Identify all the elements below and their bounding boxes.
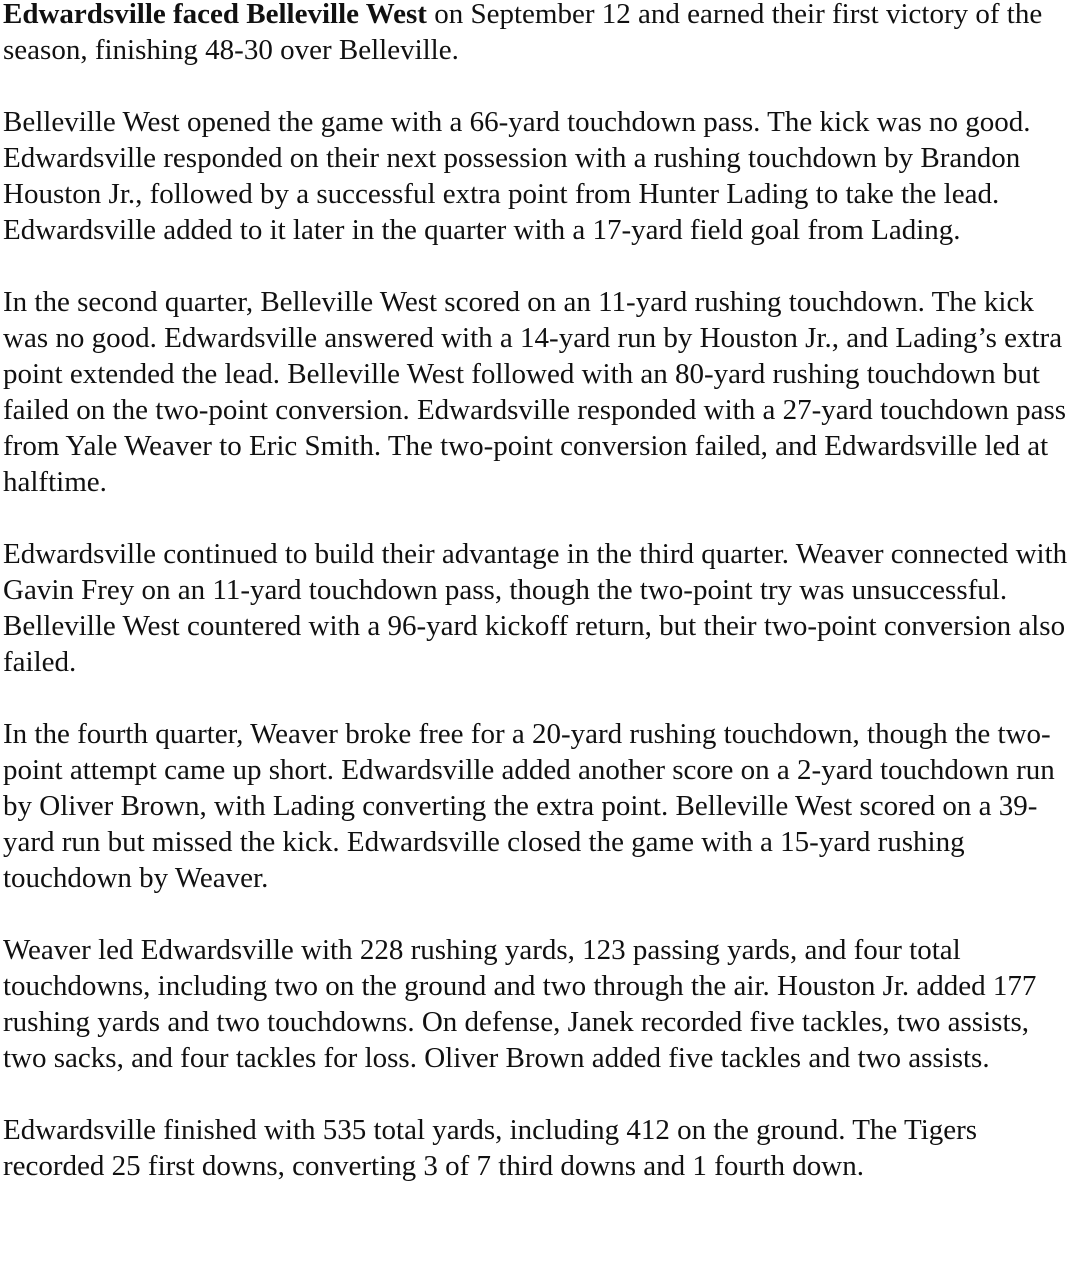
lead-text: on September 12 and earned their first victory of the season, finishing 48-30 over Belleville. (3, 0, 1043, 66)
paragraph-first-quarter: Belleville West opened the game with a 66-yard touchdown pass. The kick was no good. Edwardsville responded on their next possession with a rushing touchdown by Brandon Houston Jr., followed by a successful extra point from Hunter Lading to take the lead. Edwardsville added to it later in the quarter with a 17-yard field goal from Lading. (3, 106, 1031, 246)
paragraph-player-stats: Weaver led Edwardsville with 228 rushing yards, 123 passing yards, and four total touchdowns, including two on the ground and two through the air. Houston Jr. added 177 rushing yards and two touchdowns. On defense, Janek recorded five tackles, two assists, two sacks, and four tackles for loss. Oliver Brown added five tackles and two assists. (3, 934, 1037, 1074)
paragraph-team-stats: Edwardsville finished with 535 total yards, including 412 on the ground. The Tigers recorded 25 first downs, converting 3 of 7 third downs and 1 fourth down. (3, 1114, 978, 1182)
lead-headline: Edwardsville faced Belleville West (3, 0, 427, 30)
paragraph-second-quarter: In the second quarter, Belleville West scored on an 11-yard rushing touchdown. The kick was no good. Edwardsville answered with a 14-yard run by Houston Jr., and Lading’s extra point extended the lead. Belleville West followed with an 80-yard rushing touchdown but failed on the two-point conversion. Edwardsville responded with a 27-yard touchdown pass from Yale Weaver to Eric Smith. The two-point conversion failed, and Edwardsville led at halftime. (3, 286, 1067, 498)
paragraph-third-quarter: Edwardsville continued to build their advantage in the third quarter. Weaver connected with Gavin Frey on an 11-yard touchdown pass, though the two-point try was unsuccessful. Belleville West countered with a 96-yard kickoff return, but their two-point conversion also failed. (3, 538, 1068, 678)
paragraph-fourth-quarter: In the fourth quarter, Weaver broke free for a 20-yard rushing touchdown, though the two-point attempt came up short. Edwardsville added another score on a 2-yard touchdown run by Oliver Brown, with Lading converting the extra point. Belleville West scored on a 39-yard run but missed the kick. Edwardsville closed the game with a 15-yard rushing touchdown by Weaver. (3, 718, 1055, 894)
lead-paragraph (3, 0, 1077, 68)
